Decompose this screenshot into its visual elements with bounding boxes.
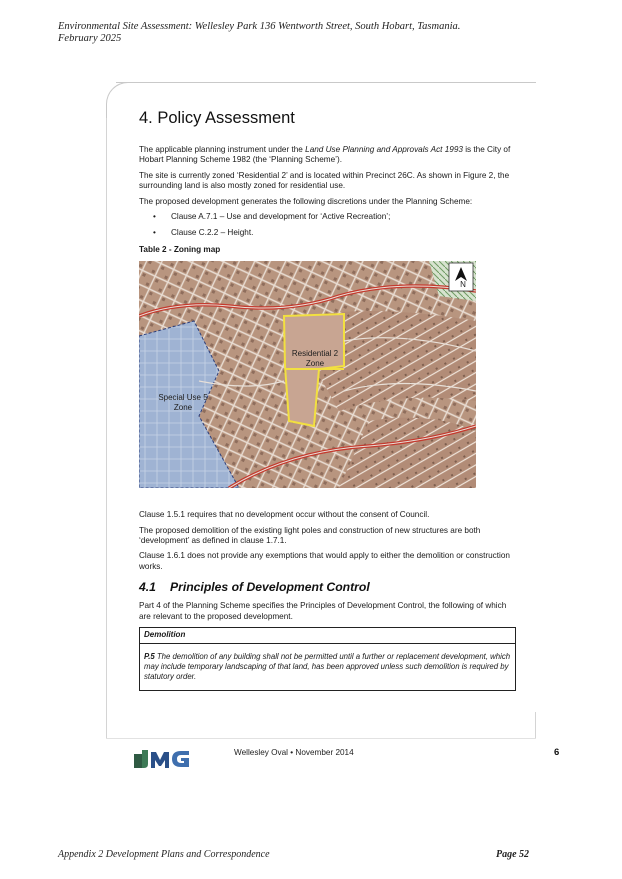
para1-end: is the City of Hobart Planning Scheme 1982 (the ‘Planning Scheme’). — [139, 145, 511, 165]
list-item-text: Clause A.7.1 – Use and development for ‘Active Recreation’; — [171, 212, 391, 222]
page-frame-right — [535, 712, 536, 738]
box-text: The demolition of any building shall not be permitted until a further or replacement development, which may include temporary landscaping of that land, has been approved unless such demolition is required by statutory order. — [144, 651, 511, 681]
bullet-icon: • — [153, 228, 156, 238]
paragraph-clause-161: Clause 1.6.1 does not provide any exemptions that would apply to either the demolition or construction works. — [139, 551, 510, 571]
subsection-number: 4.1 — [139, 580, 156, 595]
north-arrow-label: N — [460, 280, 466, 290]
header-line-1: Environmental Site Assessment: Wellesley Park 136 Wentworth Street, South Hobart, Tasmania. — [58, 21, 461, 32]
page-frame-corner — [106, 82, 129, 123]
act-name: Land Use Planning and Approvals Act 1993 — [305, 145, 463, 154]
box-title: Demolition — [140, 630, 515, 643]
footer-title: Wellesley Oval • November 2014 — [234, 748, 354, 757]
para1-start: The applicable planning instrument under the — [139, 145, 306, 154]
table-caption: Table 2 - Zoning map — [139, 244, 221, 254]
zoning-map-graphic — [139, 261, 476, 488]
section-title: 4. Policy Assessment — [139, 109, 295, 127]
list-item — [153, 212, 514, 222]
jmg-logo — [134, 750, 198, 773]
subsection-heading — [139, 580, 514, 595]
jmg-logo-graphic — [134, 750, 198, 768]
bullet-icon: • — [153, 212, 156, 222]
discretions-list — [139, 212, 514, 239]
paragraph-planning-instrument — [139, 145, 514, 166]
paragraph-demolition-development: The proposed demolition of the existing light poles and construction of new structures are both ‘development’ as defined in clause 1.7.1. — [139, 525, 481, 546]
page-footer — [496, 849, 529, 860]
header-line-2: February 2025 — [58, 33, 122, 44]
box-lead: P.5 — [144, 651, 155, 661]
residential-zone-label: Residential 2 Zone — [291, 349, 339, 369]
paragraph-zoning: The site is currently zoned ‘Residential 2’ and is located within Precinct 26C. As shown in Figure 2, the surrounding land is also mostly zoned for residential use. — [139, 170, 510, 191]
paragraph-principles: Part 4 of the Planning Scheme specifies the Principles of Development Control, the following of which are relevant to the proposed development. — [139, 601, 507, 621]
zoning-map — [139, 261, 476, 488]
footer-page-number: 6 — [554, 747, 560, 758]
document-header — [58, 21, 578, 45]
paragraph-discretions: The proposed development generates the following discretions under the Planning Scheme: — [139, 196, 473, 206]
list-item — [153, 228, 514, 238]
demolition-box — [139, 627, 516, 691]
box-body — [144, 652, 511, 683]
page-frame-top — [116, 82, 536, 83]
page-footer-text: Page 52 — [496, 849, 530, 860]
paragraph-clause-151: Clause 1.5.1 requires that no development occur without the consent of Council. — [139, 510, 430, 520]
page-frame-left — [106, 118, 107, 738]
subsection-title: Principles of Development Control — [169, 580, 370, 595]
list-item-text: Clause C.2.2 – Height. — [171, 228, 254, 238]
page-frame-bottom — [106, 738, 536, 739]
appendix-footer: Appendix 2 Development Plans and Correspondence — [58, 849, 270, 860]
special-use-zone-label: Special Use 5 Zone — [158, 393, 208, 413]
page-content — [139, 108, 514, 691]
